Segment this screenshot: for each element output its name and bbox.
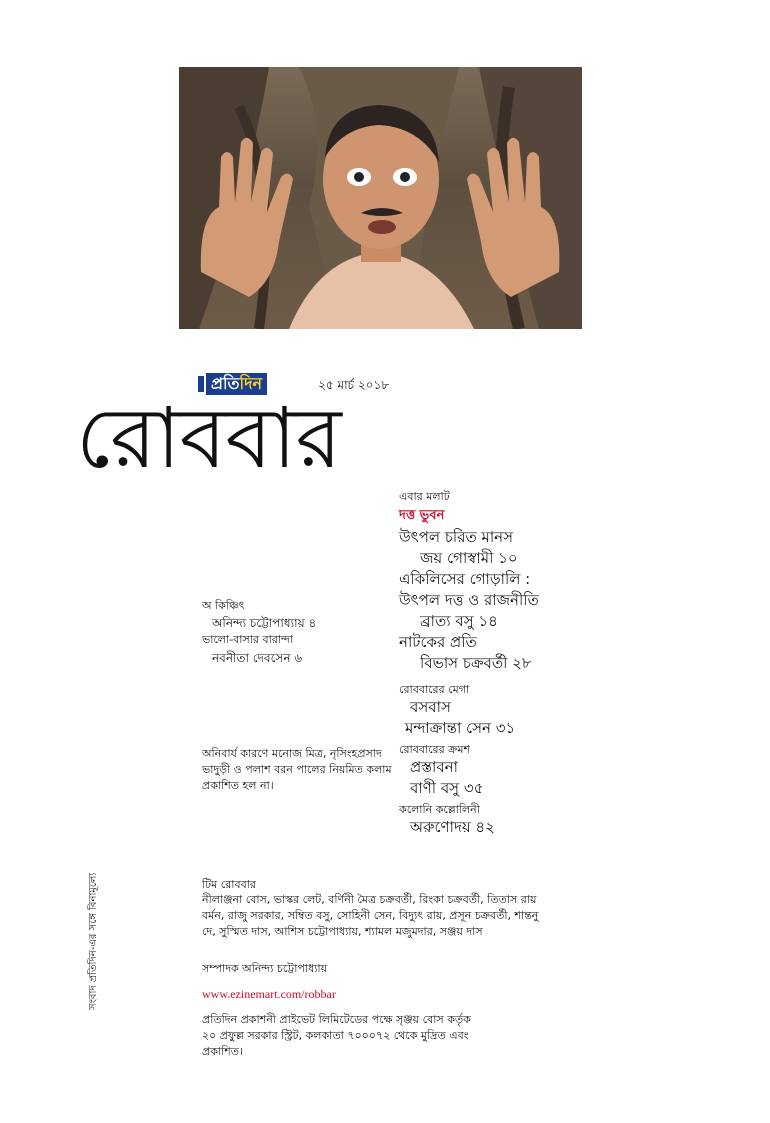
vertical-credit: সংবাদ প্রতিদিন-এর সঙ্গে বিনামূল্যে <box>88 872 99 1010</box>
notice-text: অনিবার্য কারণে মনোজ মিত্র, নৃসিংহপ্রসাদ ভাদুড়ী ও পলাশ বরন পালের নিয়মিত কলাম প্রকাশিত হল না। <box>202 747 392 792</box>
mega-title: বসবাস <box>410 698 451 716</box>
man-raising-hands-icon <box>179 67 582 329</box>
magazine-title: রোববার <box>76 389 341 487</box>
mega-label: রোববারের মেগা <box>399 683 470 696</box>
cover-label: এবার মলাট <box>399 490 450 503</box>
brand-suffix: দিন <box>239 374 263 393</box>
column-label: ভালো-বাসার বারান্দা <box>202 633 294 646</box>
issue-date: ২৫ মার্চ ২০১৮ <box>318 378 390 392</box>
toc-item: উৎপল দত্ত ও রাজনীতি <box>399 591 539 609</box>
cover-title: দত্ত ভুবন <box>399 508 445 523</box>
brand-prefix: প্রতি <box>211 374 240 393</box>
serial-title: প্রস্তাবনা <box>410 758 458 776</box>
column-label: অ কিঞ্চিৎ <box>202 599 245 612</box>
toc-item: জয় গোস্বামী ১০ <box>420 549 518 567</box>
column-author: অনিন্দ্য চট্টোপাধ্যায় ৪ <box>212 616 317 630</box>
cover-photo <box>179 67 582 329</box>
serial-author: বাণী বসু ৩৫ <box>410 779 484 797</box>
imprint-text: প্রতিদিন প্রকাশনী প্রাইভেট লিমিটেডের পক্ষে সৃঞ্জয় বোস কর্তৃক ২০ প্রফুল্ল সরকার স্ট্রিট, কলকাতা ৭০০০৭২ থেকে মুদ্রিত এবং প্রকাশিত। <box>202 1013 471 1058</box>
toc-item: ব্রাত্য বসু ১৪ <box>420 612 498 630</box>
editor-line: সম্পাদক অনিন্দ্য চট্টোপাধ্যায় <box>202 962 328 975</box>
column-author: নবনীতা দেবসেন ৬ <box>212 651 303 665</box>
website-link[interactable]: www.ezinemart.com/robbar <box>202 987 336 1001</box>
toc-item: একিলিসের গোড়ালি : <box>399 570 531 588</box>
toc-item: বিভাস চক্রবর্তী ২৮ <box>420 654 532 672</box>
toc-item: নাটকের প্রতি <box>399 633 477 651</box>
serial-label: রোববারের ক্রমশ <box>399 743 470 756</box>
team-names: নীলাঞ্জনা বোস, ভাস্কর লেট, বর্ণিনী মৈত্র চক্রবর্তী, রিংকা চক্রবর্তী, তিতাস রায় বর্মন, রাজু সরকার, সম্বিত বসু, সোহিনী সেন, বিদ্যুৎ রায়, প্রসূন চক্রবর্তী, শান্তনু দে, সুস্মিত দাস, আশিস চট্টোপাধ্যায়, শ্যামল মজুমদার, সঞ্জয় দাস <box>202 893 539 938</box>
team-heading: টিম রোববার <box>202 878 256 891</box>
mega-author: মন্দাক্রান্তা সেন ৩১ <box>405 719 516 737</box>
toc-item: উৎপল চরিত মানস <box>399 528 514 546</box>
colony-label: কলোনি কল্লোলিনী <box>399 803 480 816</box>
colony-author: অরুণোদয় ৪২ <box>410 818 495 836</box>
